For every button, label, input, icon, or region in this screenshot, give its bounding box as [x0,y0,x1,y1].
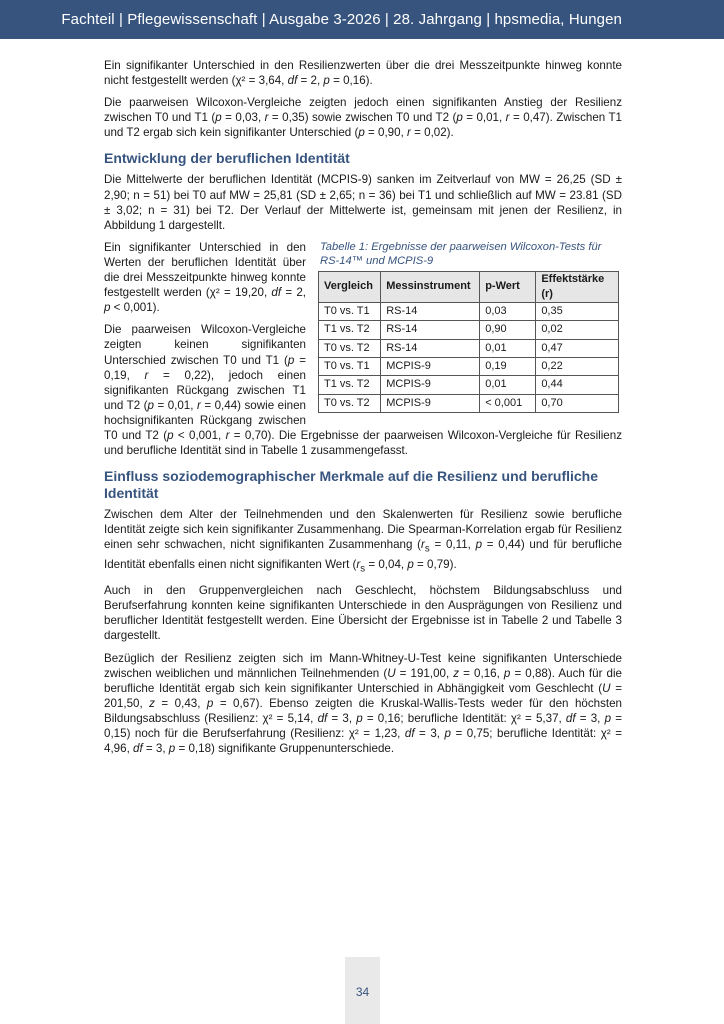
table-row [319,303,619,321]
table-cell: 0,47 [536,339,619,357]
text: = 201,50, [104,681,622,710]
table-cell: 0,01 [480,339,536,357]
text: = 0,47). Zwischen T1 und T2 ergab sich kein signifikanter Unterschied ( [104,111,622,140]
text: p [456,111,463,125]
text: df [287,74,298,88]
header-text: Fachteil | Pflegewissenschaft | Ausgabe 3-2026 | 28. Jahrgang | hpsmedia, Hungen [61,11,622,28]
text: df [133,742,143,756]
table-row [319,376,619,394]
text: p [215,111,222,125]
text: df [317,711,328,725]
text: = 0,01, [462,111,506,125]
text: = 0,70). Die Ergebnisse der paarweisen Wilcoxon-Vergleiche für Resilienz und berufliche Identität sind in Tabelle 1 zusammengefasst. [104,428,622,458]
table-cell: MCPIS-9 [381,376,480,394]
text: p [475,538,483,552]
text: Die paarweisen Wilcoxon-Vergleiche zeigten jedoch einen signifikanten Anstieg der Resilienz zwischen T0 und T1 ( [104,96,622,125]
table-cell: T0 vs. T1 [319,303,381,321]
text: df [404,727,415,740]
table-cell: < 0,001 [480,394,536,412]
text: = 0,18) signifikante Gruppenunterschiede. [175,742,395,756]
paragraph-gender-tests [104,651,622,757]
table-cell: RS-14 [381,339,480,357]
text: p [444,727,451,740]
table-row [319,357,619,375]
table-row [319,394,619,412]
text: = 0,01, [153,398,197,412]
paragraph-resilience-test [104,58,622,88]
text: = 0,35) sowie zwischen T0 und T2 ( [268,111,457,125]
text: = 191,00, [395,666,454,680]
text: r [407,126,411,140]
text: p [167,428,174,442]
text: Die paarweisen Wilcoxon-Vergleiche zeigten keinen signifikanten Unterschied zwischen T0 und T1 ( [104,323,306,367]
text: p [168,742,176,756]
text: r [144,368,149,382]
table-cell: T1 vs. T2 [319,376,381,394]
text: = 0,11, [429,538,476,552]
text: = 0,16; berufliche Identität: χ² = 5,37, [362,711,566,725]
article-body [104,58,622,763]
text: Ein signifikanter Unterschied in den Resilienzwerten über die drei Messzeitpunkte hinweg konnte nicht festgestellt werden (χ² = 3,64, [104,59,622,88]
text: = 3, [575,711,605,725]
text: p [147,398,154,412]
text: z [149,696,155,710]
text: p [323,74,330,88]
text: = 3, [327,711,357,725]
text: p [358,126,365,140]
text: p [206,696,214,710]
table-caption: Tabelle 1: Ergebnisse der paarweisen Wilcoxon-Tests für RS-14™ und MCPIS-9 [320,240,602,267]
text: Ein signifikanter Unterschied in den Werten der beruflichen Identität über die drei Messzeitpunkte hinweg konnte festgestellt werden (χ² = 19,20, [104,240,306,300]
table-cell: T0 vs. T1 [319,357,381,375]
text: = 0,67). Ebenso zeigten die Kruskal-Wallis-Tests weder für den höchsten Bildungsabschluss (Resilienz: χ² = 5,14, [104,696,622,725]
text: = 0,16). [329,74,373,88]
table-cell: 0,01 [480,376,536,394]
text: = 3, [414,727,445,740]
table-cell: RS-14 [381,321,480,339]
table-cell: T0 vs. T2 [319,394,381,412]
table-cell: 0,90 [480,321,536,339]
column-header: p-Wert [480,271,536,302]
table-cell: MCPIS-9 [381,394,480,412]
text: = 0,16, [459,666,504,680]
text: U [602,681,611,695]
column-header: Vergleich [319,271,381,302]
text: = 2, [281,286,306,300]
text: = 0,04, [365,557,408,571]
text: Bezüglich der Resilienz zeigten sich im Mann-Whitney-U-Test keine signifikanten Unterschiede zwischen weiblichen und männlichen Teilnehmenden ( [104,651,622,680]
table-cell: RS-14 [381,303,480,321]
text: = 0,03, [221,111,265,125]
text: df [271,286,282,300]
text: r [196,398,201,412]
running-header [0,0,724,39]
text: s [360,563,366,575]
text: r [356,557,361,571]
text: = 0,22), jedoch einen signifikanten Rückgang zwischen T1 und T2 ( [104,368,306,412]
paragraph-identity-means: Die Mittelwerte der beruflichen Identität (MCPIS-9) sanken im Zeitverlauf von MW = 26,25 (SD ± 2,90; n = 51) bei T0 auf MW = 25,81 (SD ± 2,65; n = 36) bei T1 und schließlich auf MW = 23.81 (SD ± 3,02; n = 31) bei T2. Der Verlauf der Mittelwerte ist, gemeinsam mit jenen der Resilienz, in Abbildung 1 dargestellt. [104,173,622,232]
table-header-row [319,271,619,302]
table-cell: 0,22 [536,357,619,375]
table-cell: MCPIS-9 [381,357,480,375]
table-row [319,321,619,339]
text: = 0,79). [413,557,457,571]
table-cell: T0 vs. T2 [319,339,381,357]
text: = 0,19, [104,353,306,382]
table-cell: 0,03 [480,303,536,321]
column-header: Effektstärke (r) [536,271,619,302]
text: r [264,111,269,125]
paragraph-group-comparisons: Auch in den Gruppenvergleichen nach Geschlecht, höchstem Bildungsabschluss und Berufserfahrung konnten keine signifikanten Unterschiede in den Ausprägungen von Resilienz und beruflicher Identität festgestellt werden. Eine Übersicht der Ergebnisse ist in Tabelle 2 und Tabelle 3 dargestellt. [104,584,622,643]
wilcoxon-table [318,271,619,413]
paragraph-age-correlation [104,507,622,576]
text: = 0,75; berufliche Identität: χ² = 4,96, [104,727,622,756]
text: r [421,538,425,552]
text: Zwischen dem Alter der Teilnehmenden und den Skalenwerten für Resilienz sowie berufliche Identität zeigte sich kein signifikanter Zusammenhang. Die Spearman-Korrelation ergab für Resilienz einen sehr schwachen, nicht signifikanten Zusammenhang ( [104,508,622,552]
text: = 0,43, [154,696,207,710]
text: r [505,111,510,125]
page-number: 34 [355,985,370,999]
text: p [503,666,511,680]
text: df [565,711,576,725]
text: = 3, [142,742,169,756]
table-cell: 0,19 [480,357,536,375]
section-heading-sociodemographics: Einfluss soziodemographischer Merkmale auf die Resilienz und berufliche Identität [104,468,599,502]
text: = 0,88). Auch für die berufliche Identität ergab sich kein signifikanter Unterschied in Abhängigkeit vom Geschlecht ( [104,666,622,695]
table-cell: 0,44 [536,376,619,394]
text: < 0,001, [173,428,226,442]
text: p [356,711,363,725]
text: = 2, [297,74,324,88]
text: = 0,90, [364,126,408,140]
paragraph-resilience-wilcoxon [104,95,622,140]
table-cell: T1 vs. T2 [319,321,381,339]
text: U [387,666,396,680]
text: < 0,001). [110,301,160,315]
page-number-tab [345,957,380,1024]
text: p [407,557,414,571]
table-row [319,339,619,357]
text: = 0,44) und für berufliche Identität ebenfalls einen nicht signifikanten Wert ( [104,538,622,571]
text: p [287,353,295,367]
section-heading-identity: Entwicklung der beruflichen Identität [104,150,350,167]
table-1 [318,240,622,413]
text: p [104,301,111,315]
text: = 0,44) sowie einen hochsignifikanten Rückgang zwischen T0 und T2 ( [104,398,306,442]
text: r [225,428,230,442]
table-cell: 0,70 [536,394,619,412]
table-cell: 0,02 [536,321,619,339]
text-with-table [104,240,622,458]
text: = 0,15) noch für die Berufserfahrung (Resilienz: χ² = 1,23, [104,711,622,740]
text: p [604,711,612,725]
text: s [424,543,430,555]
table-cell: 0,35 [536,303,619,321]
text: = 0,02). [410,126,454,140]
text: z [453,666,460,680]
column-header: Messinstrument [381,271,480,302]
